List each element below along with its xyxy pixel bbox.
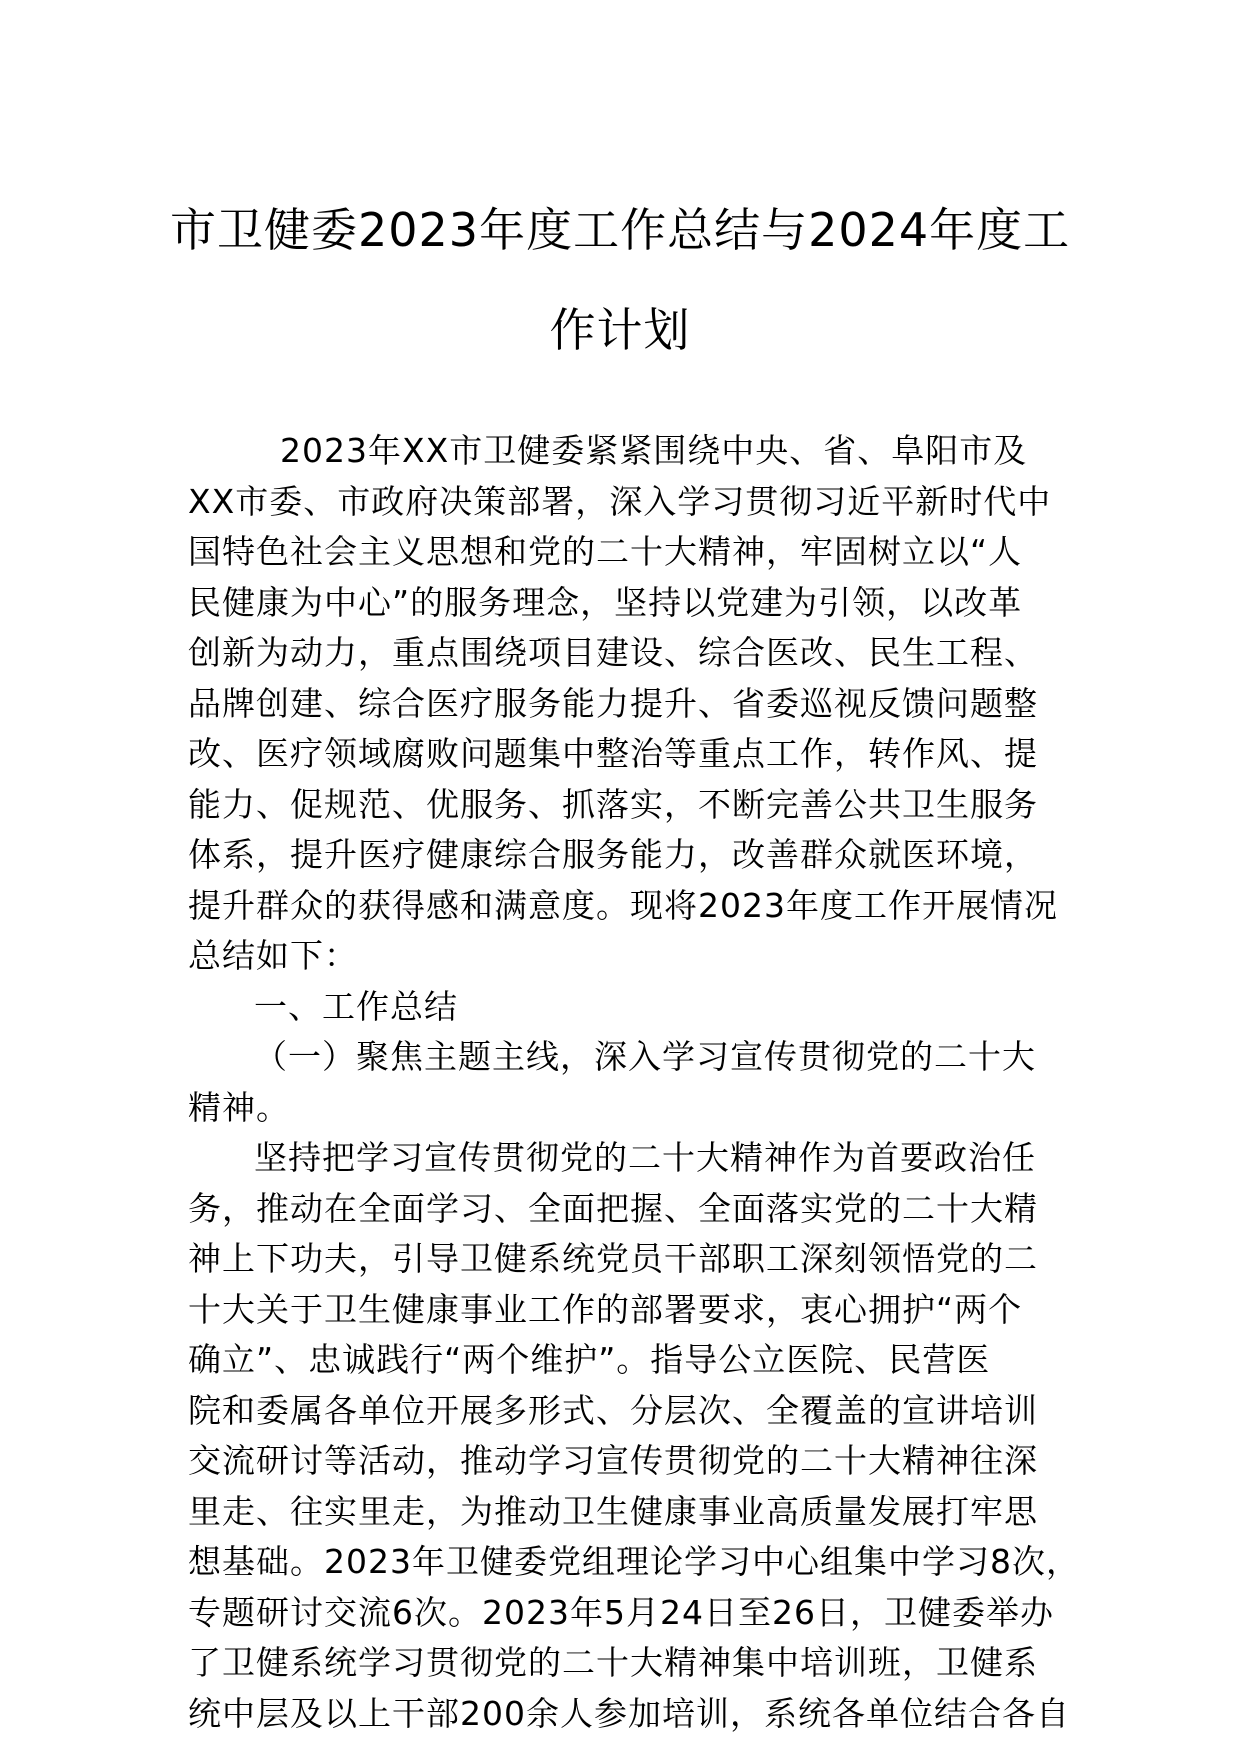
paragraph-line: 体系，提升医疗健康综合服务能力，改善群众就医环境， bbox=[188, 835, 1038, 874]
paragraph-line: 民健康为中心”的服务理念，坚持以党建为引领，以改革 bbox=[188, 582, 1023, 622]
subsection-heading: （一）聚焦主题主线，深入学习宣传贯彻党的二十大 bbox=[254, 1037, 1036, 1076]
document-title bbox=[170, 180, 1070, 380]
paragraph-line: 创新为动力，重点围绕项目建设、综合医改、民生工程、 bbox=[188, 633, 1038, 672]
paragraph-line: 了卫健系统学习贯彻党的二十大精神集中培训班，卫健系 bbox=[188, 1643, 1038, 1682]
paragraph-line: 想基础。2023年卫健委党组理论学习中心组集中学习8次， bbox=[188, 1542, 1080, 1581]
paragraph-line: 神上下功夫，引导卫健系统党员干部职工深刻领悟党的二 bbox=[188, 1239, 1038, 1278]
section-heading: 一、工作总结 bbox=[254, 986, 458, 1026]
paragraph-line: 总结如下： bbox=[188, 936, 358, 975]
paragraph-line: 提升群众的获得感和满意度。现将2023年度工作开展情况 bbox=[188, 885, 1058, 925]
title-line-2: 作计划 bbox=[549, 303, 691, 357]
paragraph-line: 品牌创建、综合医疗服务能力提升、省委巡视反馈问题整 bbox=[188, 683, 1038, 723]
paragraph-line: 统中层及以上干部200余人参加培训，系统各单位结合各自 bbox=[188, 1693, 1070, 1733]
paragraph-line: 专题研讨交流6次。2023年5月24日至26日，卫健委举办 bbox=[188, 1592, 1054, 1632]
paragraph-line: 十大关于卫生健康事业工作的部署要求，衷心拥护“两个 bbox=[188, 1289, 1023, 1329]
document-body bbox=[188, 426, 1080, 1739]
paragraph-line: 改、医疗领域腐败问题集中整治等重点工作，转作风、提 bbox=[188, 734, 1038, 773]
paragraph-line: XX市委、市政府决策部署，深入学习贯彻习近平新时代中 bbox=[188, 481, 1052, 521]
subsection-heading-continued: 精神。 bbox=[188, 1087, 290, 1127]
paragraph-line: 确立”、忠诚践行“两个维护”。指导公立医院、民营医 bbox=[188, 1340, 991, 1379]
paragraph-line: 国特色社会主义思想和党的二十大精神，牢固树立以“人 bbox=[188, 532, 1023, 571]
paragraph-line: 里走、往实里走，为推动卫生健康事业高质量发展打牢思 bbox=[188, 1491, 1038, 1531]
paragraph-line: 院和委属各单位开展多形式、分层次、全覆盖的宣讲培训 bbox=[188, 1390, 1038, 1430]
title-line-1: 市卫健委2023年度工作总结与2024年度工 bbox=[170, 203, 1071, 257]
paragraph-line: 2023年XX市卫健委紧紧围绕中央、省、阜阳市及 bbox=[280, 431, 1028, 470]
paragraph-line: 能力、促规范、优服务、抓落实，不断完善公共卫生服务 bbox=[188, 784, 1038, 824]
paragraph-line: 坚持把学习宣传贯彻党的二十大精神作为首要政治任 bbox=[254, 1138, 1036, 1177]
paragraph-line: 交流研讨等活动，推动学习宣传贯彻党的二十大精神往深 bbox=[188, 1441, 1038, 1480]
paragraph-line: 务，推动在全面学习、全面把握、全面落实党的二十大精 bbox=[188, 1188, 1038, 1228]
